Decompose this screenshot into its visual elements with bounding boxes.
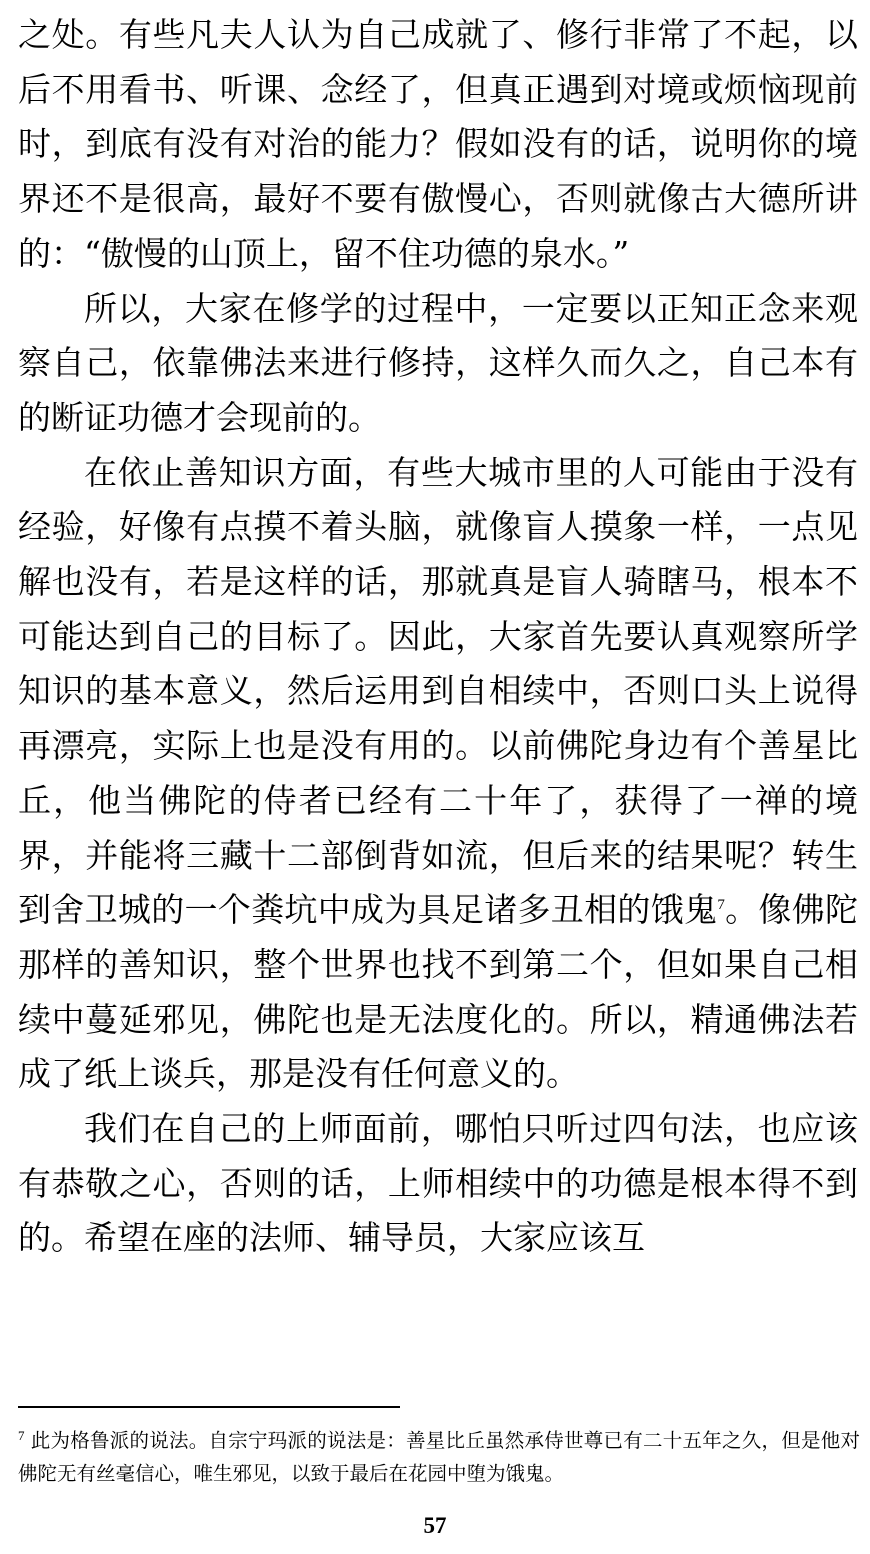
page-number: 57	[423, 1513, 447, 1538]
paragraph-text: 所以，大家在修学的过程中，一定要以正知正念来观察自己，依靠佛法来进行修持，这样久而久之，自己本有的断证功德才会现前的。	[18, 288, 858, 437]
footnote	[18, 1424, 860, 1490]
paragraph-text: 在依止善知识方面，有些大城市里的人可能由于没有经验，好像有点摸不着头脑，就像盲人摸象一样，一点见解也没有，若是这样的话，那就真是盲人骑瞎马，根本不可能达到自己的目标了。因此，大家首先要认真观察所学知识的基本意义，然后运用到自相续中，否则口头上说得再漂亮，实际上也是没有用的。以前佛陀身边有个善星比丘，他当佛陀的侍者已经有二十年了，获得了一禅的境界，并能将三藏十二部倒背如流，但后来的结果呢？转生到舍卫城的一个粪坑中成为具足诸多丑相的饿鬼	[18, 452, 858, 930]
paragraph-text: 之处。有些凡夫人认为自己成就了、修行非常了不起，以后不用看书、听课、念经了，但真正遇到对境或烦恼现前时，到底有没有对治的能力？假如没有的话，说明你的境界还不是很高，最好不要有傲慢心，否则就像古大德所讲的：“傲慢的山顶上，留不住功德的泉水。”	[18, 15, 858, 273]
paragraph-3	[18, 446, 858, 1102]
paragraph-text: 我们在自己的上师面前，哪怕只听过四句法，也应该有恭敬之心，否则的话，上师相续中的功德是根本得不到的。希望在座的法师、辅导员，大家应该互	[18, 1109, 858, 1258]
body-text	[18, 8, 858, 1266]
footnote-reference[interactable]: 7	[717, 897, 725, 914]
footnote-divider	[18, 1406, 400, 1408]
paragraph-2	[18, 282, 858, 446]
paragraph-4	[18, 1102, 858, 1266]
footnote-text: 此为格鲁派的说法。自宗宁玛派的说法是：善星比丘虽然承侍世尊已有二十五年之久，但是他对佛陀无有丝毫信心，唯生邪见，以致于最后在花园中堕为饿鬼。	[18, 1429, 860, 1485]
paragraph-text: 。像佛陀那样的善知识，整个世界也找不到第二个，但如果自己相续中蔓延邪见，佛陀也是无法度化的。所以，精通佛法若成了纸上谈兵，那是没有任何意义的。	[18, 890, 859, 1094]
footnote-marker: 7	[18, 1427, 25, 1443]
paragraph-1	[18, 8, 858, 282]
